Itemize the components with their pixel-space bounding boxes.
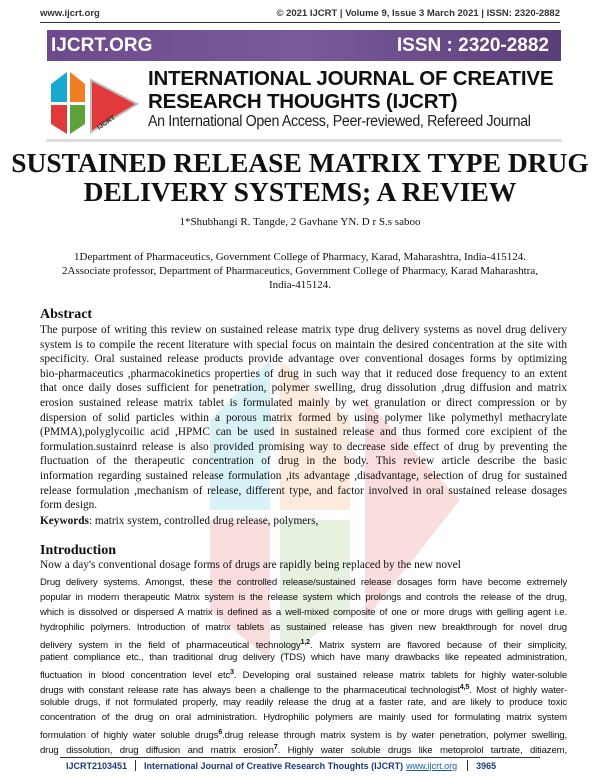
- abstract-body: [40, 323, 567, 513]
- journal-banner: [47, 30, 561, 61]
- abstract-line: that once daily doses sufficient for penetration, polymer swelling, drug dissolution ,drug diffusion and matrix: [40, 382, 567, 395]
- journal-title-line: INTERNATIONAL JOURNAL OF CREATIVE: [148, 67, 554, 90]
- affiliation: India-415124.: [268, 279, 331, 291]
- page-footer: [60, 757, 540, 771]
- intro-line: [40, 575, 567, 590]
- abstract-line: fluctuation of the therapeutic concentration of drug in the body. This review article describe the basic: [40, 455, 567, 468]
- text-segment: .drug release through matrix system is by water penetration, polymer swelling,: [222, 730, 567, 742]
- page-number: 3965: [476, 760, 497, 771]
- paper-id: IJCRT2103451: [66, 760, 128, 771]
- abstract-heading: Abstract: [40, 307, 93, 322]
- keywords-text: : matrix system, controlled drug release, polymers,: [88, 515, 319, 527]
- paper-title: [0, 148, 600, 206]
- citation-superscript: 6: [218, 729, 223, 736]
- text-segment: hydrophilic polymers. Introduction of matrix tablets as sustained release has given new breakthrough for novel drug: [40, 622, 567, 633]
- text-segment: delivery system in the field of pharmaceutical technology: [40, 640, 301, 652]
- site-url[interactable]: www.ijcrt.org: [40, 8, 100, 19]
- footer-link[interactable]: www.ijcrt.org: [406, 760, 458, 771]
- issue-info: © 2021 IJCRT | Volume 9, Issue 3 March 2021 | ISSN: 2320-2882: [276, 8, 560, 19]
- text-segment: which is dissolved or dispersed A matrix is defined as a well-mixed composite of one or more drugs with gelling agent i.e.: [40, 607, 567, 618]
- text-segment: . Developing oral sustained release matrix tablets for highly water-soluble: [233, 670, 568, 682]
- affiliation: 1Department of Pharmaceutics, Government College of Pharmacy, Karad, Maharashtra, India-415124.: [74, 251, 526, 263]
- authors: 1*Shubhangi R. Tangde, 2 Gavhane YN. D r S.s saboo: [179, 216, 421, 228]
- text-segment: drugs with constant release rate has always been a challenge to the pharmaceutical technologist: [40, 685, 460, 697]
- intro-line: [40, 695, 567, 710]
- abstract-line: formulation.sustainrd release is also provided promising way to decrease side effect of drug by preventing the: [40, 440, 567, 453]
- abstract-line: dispersion of solid particles within a porous matrix formed by using polymer like polymethyl methacrylate: [40, 411, 567, 424]
- citation-superscript: 3: [230, 669, 234, 676]
- intro-line: [40, 620, 567, 635]
- journal-title-line: RESEARCH THOUGHTS (IJCRT): [148, 90, 458, 113]
- footer-journal: International Journal of Creative Research Thoughts (IJCRT): [144, 760, 404, 771]
- title-line: DELIVERY SYSTEMS; A REVIEW: [83, 176, 517, 207]
- intro-line: [40, 710, 567, 725]
- abstract-line: system is to compile the recent literature with special focus on maintain the desired concentration at the site with: [40, 338, 567, 351]
- abstract-line: form design.: [40, 499, 98, 512]
- banner-issn: ISSN : 2320-2882: [396, 34, 549, 56]
- keywords-label: Keywords: [40, 515, 89, 527]
- affiliation: 2Associate professor, Department of Pharmaceutics, Government College of Pharmacy, Karad Maharashtra,: [62, 265, 538, 277]
- title-line: SUSTAINED RELEASE MATRIX TYPE DRUG: [11, 147, 589, 178]
- banner-site: IJCRT.ORG: [51, 34, 153, 56]
- abstract-line: information regarding sustained release formulation ,its advantage ,disadvantage, selection of drug for sustained: [40, 469, 567, 482]
- citation-superscript: 7: [273, 744, 278, 751]
- intro-line: [40, 665, 567, 680]
- citation-superscript: 1,2: [300, 639, 310, 646]
- intro-first-line: Now a day's conventional dosage forms of drugs are rapidly being replaced by the new novel: [40, 559, 461, 571]
- journal-title: [148, 67, 553, 113]
- abstract-line: The purpose of writing this review on sustained release matrix type drug delivery systems as novel drug delivery: [40, 324, 567, 336]
- intro-line: [40, 635, 567, 650]
- intro-line: [40, 650, 567, 665]
- abstract-line: erosion sustained release matrix tablet is formulated mainly by wet granulation or direct compression or by: [40, 396, 567, 409]
- running-header: [40, 5, 560, 23]
- citation-superscript: 4,5: [459, 684, 470, 691]
- introduction-heading: Introduction: [40, 543, 116, 558]
- text-segment: soluble drugs, if not formulated properly, may readily release the drug at a faster rate, and are likely to produce toxic: [40, 697, 567, 708]
- divider: [46, 139, 562, 142]
- svg-text:IJCRT: IJCRT: [96, 114, 117, 132]
- text-segment: formulation of highly water soluble drugs: [40, 730, 219, 742]
- intro-line: [40, 680, 567, 695]
- abstract-line: bio-pharmaceutics ,pharmacokinetics properties of drug in such way that it reduced dose frequency to an extent: [40, 367, 567, 380]
- intro-line: [40, 590, 567, 605]
- text-segment: patient compliance etc., than traditional drug delivery (TDS) which have many drawbacks like repeated administration,: [40, 652, 567, 663]
- abstract-line: specificity. Oral sustained release products provide advantage over conventional dosages forms by optimizing: [40, 353, 567, 366]
- text-segment: drug dissolution, drug diffusion and matrix erosion: [40, 745, 274, 757]
- intro-line: [40, 725, 567, 740]
- text-segment: concentration of the drug on oral administration. Hydrophilic polymers are mainly used for formulating matrix system: [40, 712, 567, 723]
- text-segment: fluctuation in blood concentration level etc: [40, 670, 231, 682]
- text-segment: . Most of highly water-: [469, 685, 567, 697]
- abstract-line: (PMMA),polyglycoilic acid ,HPMC can be used in sustained release and thus formed core excipient of the: [40, 426, 567, 439]
- keywords: [40, 515, 318, 527]
- text-segment: . Matrix system are flavored because of their simplicity,: [309, 640, 568, 652]
- journal-logo: [47, 66, 142, 138]
- intro-line: [40, 740, 567, 755]
- text-segment: popular in modern therapeutic Matrix system is the release system which prolongs and controls the release of the drug,: [40, 592, 567, 603]
- text-segment: Drug delivery systems. Amongst, these the controlled release/sustained release dosages form have become extremely: [40, 577, 567, 588]
- intro-line: [40, 605, 567, 620]
- introduction-body: [40, 575, 567, 755]
- affiliations: [40, 250, 560, 292]
- abstract-line: release formulation ,mechanism of release, different type, and factor involved in oral sustained release dosages: [40, 484, 567, 497]
- text-segment: . Highly water soluble drugs like metoprolol tartrate, ditiazem,: [277, 745, 567, 757]
- journal-subtitle: An International Open Access, Peer-reviewed, Refereed Journal: [148, 113, 531, 130]
